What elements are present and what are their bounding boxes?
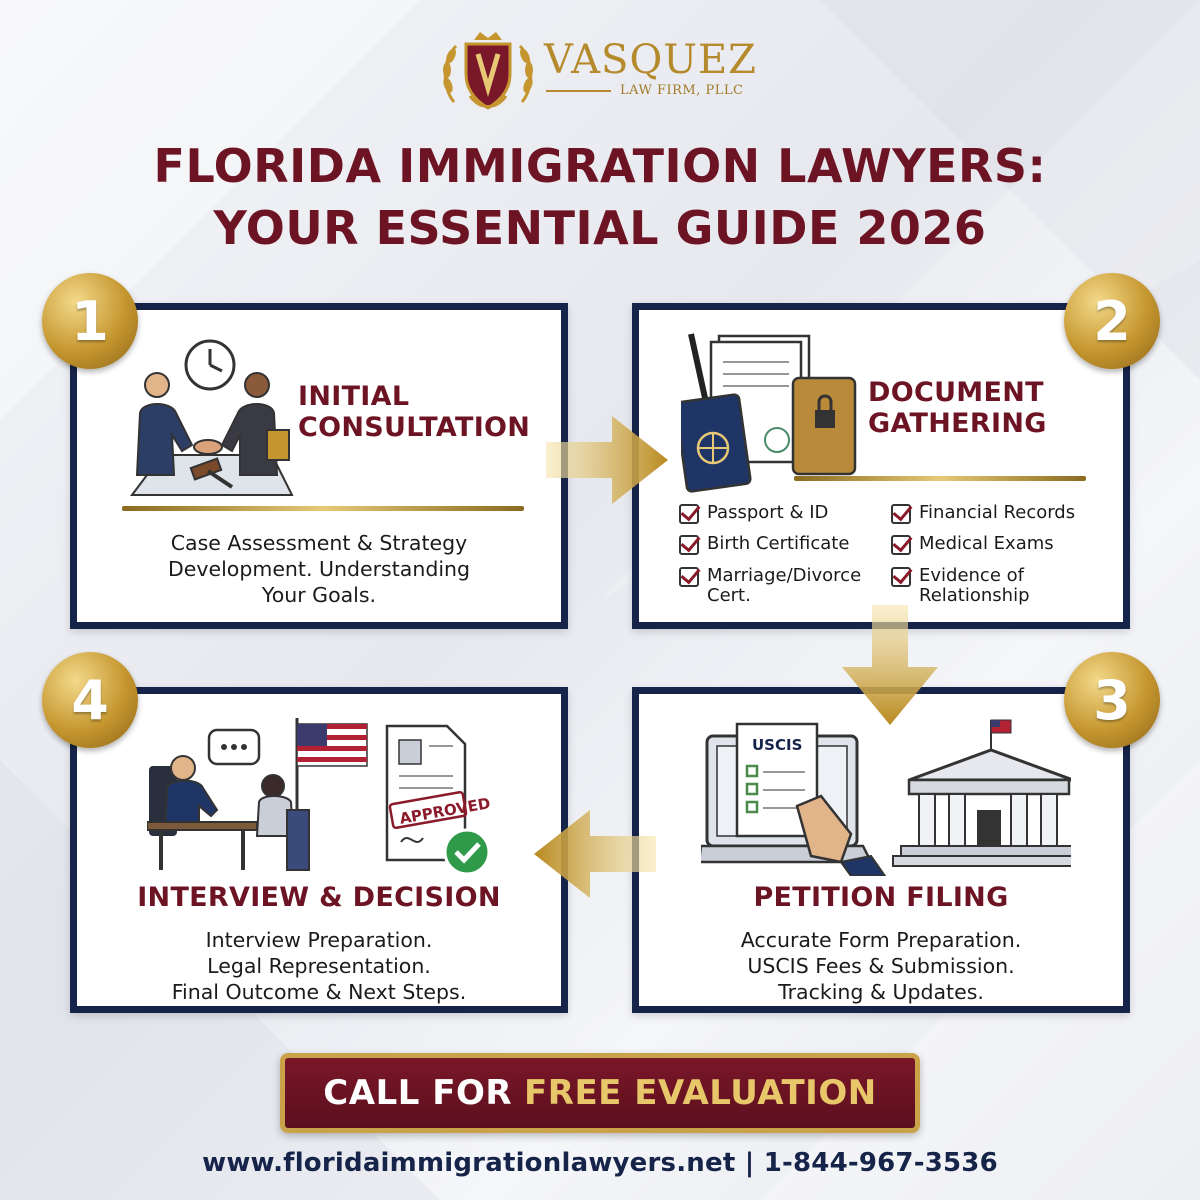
check-icon (891, 504, 911, 524)
checklist-item: Passport & ID (679, 503, 828, 524)
phone-link[interactable]: 1-844-967-3536 (763, 1148, 998, 1178)
checklist-item: Financial Records (891, 503, 1075, 524)
check-icon (679, 535, 699, 555)
documents-passport-icon (681, 328, 871, 493)
step-4-title: INTERVIEW & DECISION (137, 882, 501, 913)
law-firm-emblem-icon (440, 30, 536, 116)
footer-contact (0, 1148, 1200, 1178)
step-1-divider (122, 506, 524, 511)
checklist-item: Medical Exams (891, 534, 1054, 555)
arrow-down-icon (840, 605, 940, 727)
step-3-description: Accurate Form Preparation. USCIS Fees & Submission. Tracking & Updates. (740, 928, 1022, 1005)
checklist-item: Marriage/Divorce Cert. (679, 566, 861, 606)
step-1-badge: 1 (42, 273, 138, 369)
step-card-initial-consultation (70, 303, 568, 629)
step-2-title: DOCUMENT GATHERING (868, 377, 1047, 440)
brand-rule (546, 90, 611, 92)
footer-separator: | (744, 1148, 755, 1178)
check-icon (679, 567, 699, 587)
arrow-left-icon (532, 806, 656, 902)
step-card-document-gathering (632, 303, 1130, 629)
step-card-petition-filing (632, 687, 1130, 1013)
step-2-badge: 2 (1064, 273, 1160, 369)
page-title-line1: FLORIDA IMMIGRATION LAWYERS: (153, 139, 1047, 193)
step-3-badge: 3 (1064, 652, 1160, 748)
checklist-item: Evidence of Relationship (891, 566, 1030, 606)
step-3-title: PETITION FILING (753, 882, 1009, 913)
brand-subtitle: LAW FIRM, PLLC (620, 83, 744, 98)
step-1-description: Case Assessment & Strategy Development. Understanding Your Goals. (167, 531, 471, 608)
brand-logo (440, 30, 770, 116)
website-link[interactable]: www.floridaimmigrationlawyers.net (202, 1148, 736, 1178)
handshake-meeting-icon (122, 335, 297, 500)
step-1-title: INITIAL CONSULTATION (298, 381, 531, 444)
step-4-description: Interview Preparation. Legal Representation. Final Outcome & Next Steps. (171, 928, 467, 1005)
step-card-interview-decision (70, 687, 568, 1013)
check-icon (891, 535, 911, 555)
cta-text-call: CALL FOR (323, 1073, 513, 1113)
step-4-badge: 4 (42, 652, 138, 748)
uscis-laptop-courthouse-icon (701, 706, 1071, 876)
page-title-line2: YOUR ESSENTIAL GUIDE 2026 (213, 201, 987, 255)
step-2-divider (794, 476, 1086, 481)
uscis-screen-label: USCIS (752, 736, 803, 754)
approved-stamp-label: APPROVED (398, 794, 492, 828)
arrow-right-icon (546, 412, 670, 508)
checklist-item: Birth Certificate (679, 534, 849, 555)
check-icon (891, 567, 911, 587)
brand-name: VASQUEZ (544, 37, 757, 83)
interview-approved-icon (147, 710, 507, 880)
cta-text-free-evaluation: FREE EVALUATION (524, 1073, 877, 1113)
free-evaluation-button[interactable] (280, 1053, 920, 1133)
check-icon (679, 504, 699, 524)
